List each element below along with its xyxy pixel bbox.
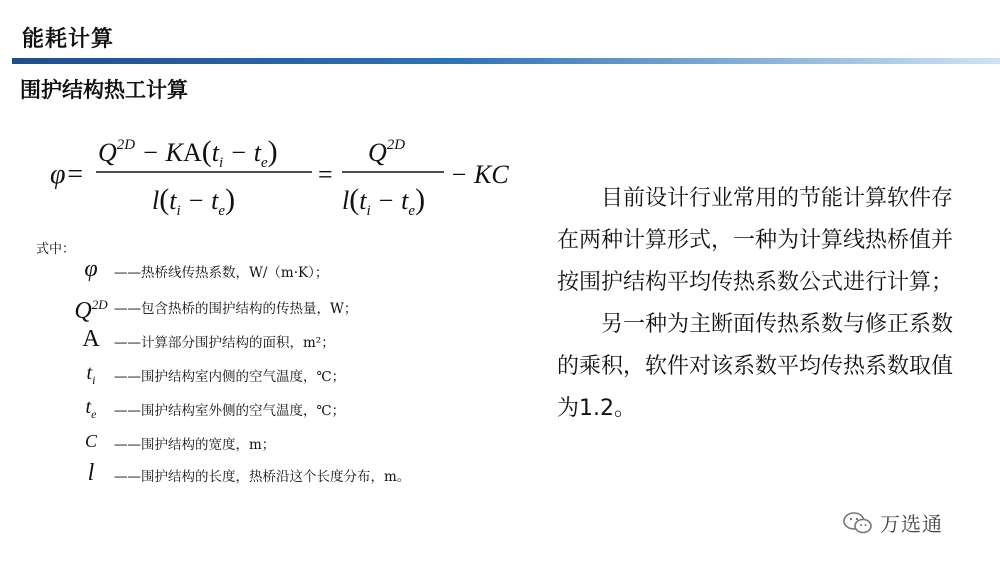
wechat-icon (842, 510, 874, 536)
definition-row (70, 326, 540, 352)
formula-svg (50, 125, 530, 225)
definition-symbol: $t_i$ (86, 362, 96, 387)
formula-equals: = (318, 160, 333, 189)
explanation-paragraph: 目前设计行业常用的节能计算软件存在两种计算形式，一种为计算线热桥值并按围护结构平均传热系数公式进行计算； (557, 186, 954, 295)
definition-symbol: φ (84, 256, 98, 282)
formula (50, 125, 530, 225)
formula-frac1-denominator: $l(t_i - t_e)$ (152, 183, 236, 219)
formula-frac1-numerator: $Q^{2D} - KA(t_i - t_e)$ (98, 135, 278, 171)
definition-row (70, 292, 540, 324)
watermark-text: 万选通 (880, 512, 943, 536)
definition-symbol: l (87, 460, 95, 486)
definition-symbol: C (84, 431, 97, 451)
where-label: 式中： (36, 242, 76, 257)
watermark (842, 508, 943, 537)
definition-row (70, 360, 540, 386)
definition-symbol: A (82, 326, 100, 352)
explanation-paragraph: 另一种为主断面传热系数与修正系数的乘积，软件对该系数平均传热系数取值为1.2。 (557, 312, 954, 421)
definition-desc: ——围护结构的长度，热桥沿这个长度分布，m。 (114, 469, 411, 485)
formula-frac2-numerator: $Q^{2D}$ (368, 137, 406, 167)
definition-row (70, 460, 540, 486)
definition-desc: ——围护结构室外侧的空气温度，℃； (114, 403, 346, 419)
definition-desc: ——热桥线传热系数，W/（m·K）； (114, 265, 329, 281)
header-divider (12, 58, 1000, 64)
definition-row (70, 256, 540, 282)
page-title: 能耗计算 (22, 27, 115, 52)
formula-lhs: φ= (50, 159, 85, 190)
definition-row (70, 394, 540, 420)
definition-desc: ——围护结构室内侧的空气温度，℃； (114, 369, 346, 385)
definition-row (70, 428, 540, 454)
definition-desc: ——围护结构的宽度，m； (114, 437, 276, 453)
explanation-text (557, 178, 967, 430)
definition-desc: ——计算部分围护结构的面积，m²； (114, 335, 335, 351)
section-title: 围护结构热工计算 (20, 78, 188, 102)
definition-desc: ——包含热桥的围护结构的传热量，W； (114, 301, 358, 317)
formula-frac2-denominator: $l(t_i - t_e)$ (342, 183, 426, 219)
definition-symbol: $t_e$ (85, 396, 97, 421)
definition-symbol: $Q^{2D}$ (74, 297, 108, 324)
formula-tail: − KC (450, 160, 509, 189)
